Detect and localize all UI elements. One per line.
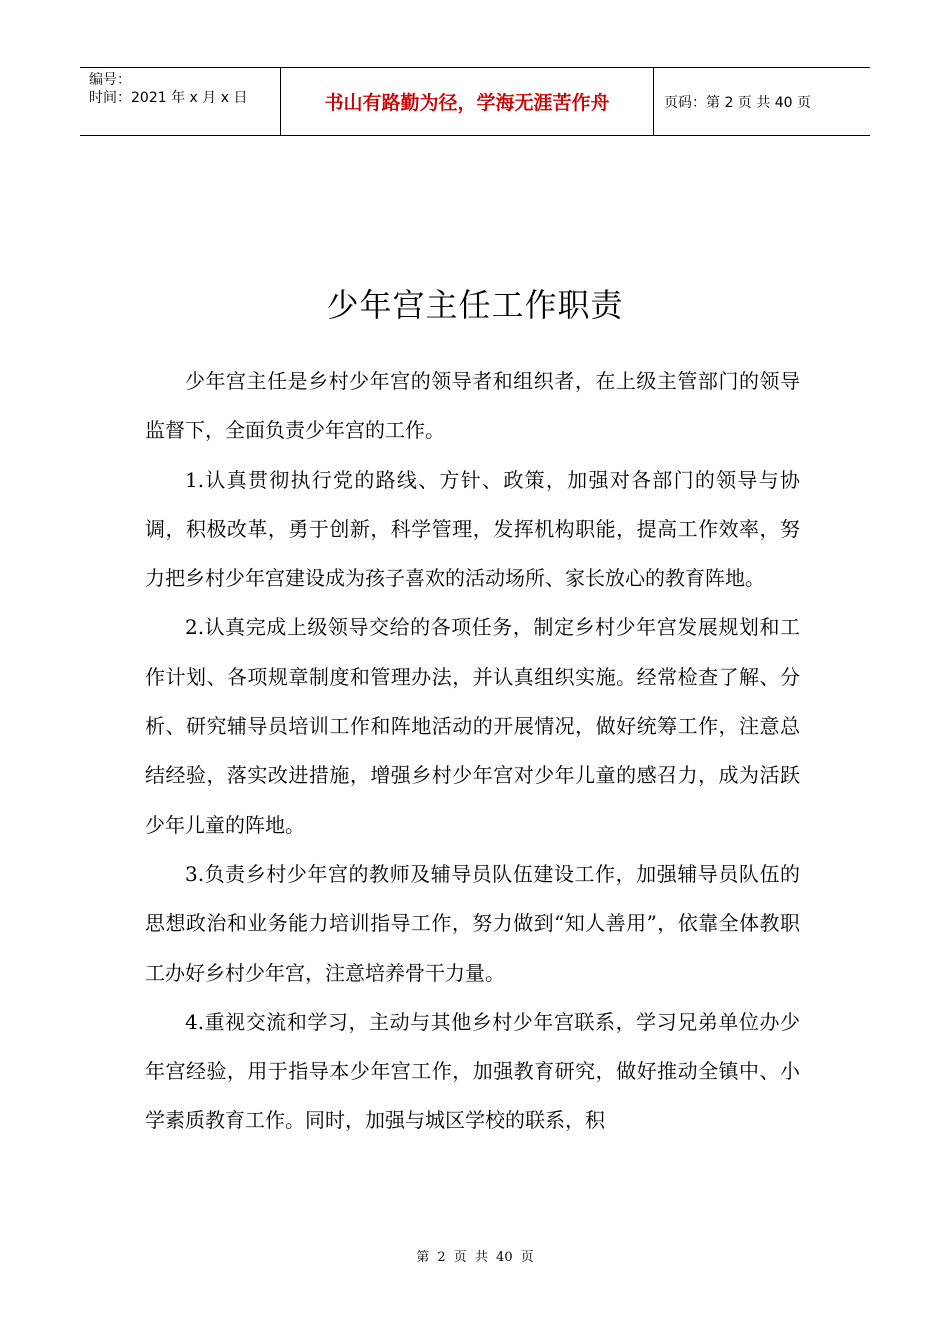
page-footer: 第 2 页 共 40 页 bbox=[416, 1250, 534, 1265]
serial-number-label: 编号： bbox=[89, 72, 131, 88]
paragraph-item-1: 1.认真贯彻执行党的路线、方针、政策，加强对各部门的领导与协调，积极改革，勇于创新，科学管理，发挥机构职能，提高工作效率，努力把乡村少年宫建设成为孩子喜欢的活动场所、家长放心的教育阵地。 bbox=[145, 467, 800, 591]
header-motto: 书山有路勤为径，学海无涯苦作舟 bbox=[281, 68, 654, 135]
date-label: 时间：2021 年 x 月 x 日 bbox=[89, 90, 248, 106]
header-meta bbox=[80, 68, 281, 135]
document-body bbox=[145, 357, 800, 1146]
document-header bbox=[80, 67, 870, 136]
paragraph-intro: 少年宫主任是乡村少年宫的领导者和组织者，在上级主管部门的领导监督下，全面负责少年宫的工作。 bbox=[145, 369, 800, 443]
header-page-info: 页码：第 2 页 共 40 页 bbox=[664, 94, 811, 111]
document-title: 少年宫主任工作职责 bbox=[326, 286, 624, 324]
paragraph-item-3: 3.负责乡村少年宫的教师及辅导员队伍建设工作，加强辅导员队伍的思想政治和业务能力培训指导工作，努力做到“知人善用”，依靠全体教职工办好乡村少年宫，注意培养骨干力量。 bbox=[145, 861, 800, 985]
paragraph-item-4: 4.重视交流和学习，主动与其他乡村少年宫联系，学习兄弟单位办少年宫经验，用于指导本少年宫工作，加强教育研究，做好推动全镇中、小学素质教育工作。同时，加强与城区学校的联系，积 bbox=[145, 1009, 800, 1133]
paragraph-item-2: 2.认真完成上级领导交给的各项任务，制定乡村少年宫发展规划和工作计划、各项规章制度和管理办法，并认真组织实施。经常检查了解、分析、研究辅导员培训工作和阵地活动的开展情况，做好统筹工作，注意总结经验，落实改进措施，增强乡村少年宫对少年儿童的感召力，成为活跃少年儿童的阵地。 bbox=[145, 615, 800, 837]
